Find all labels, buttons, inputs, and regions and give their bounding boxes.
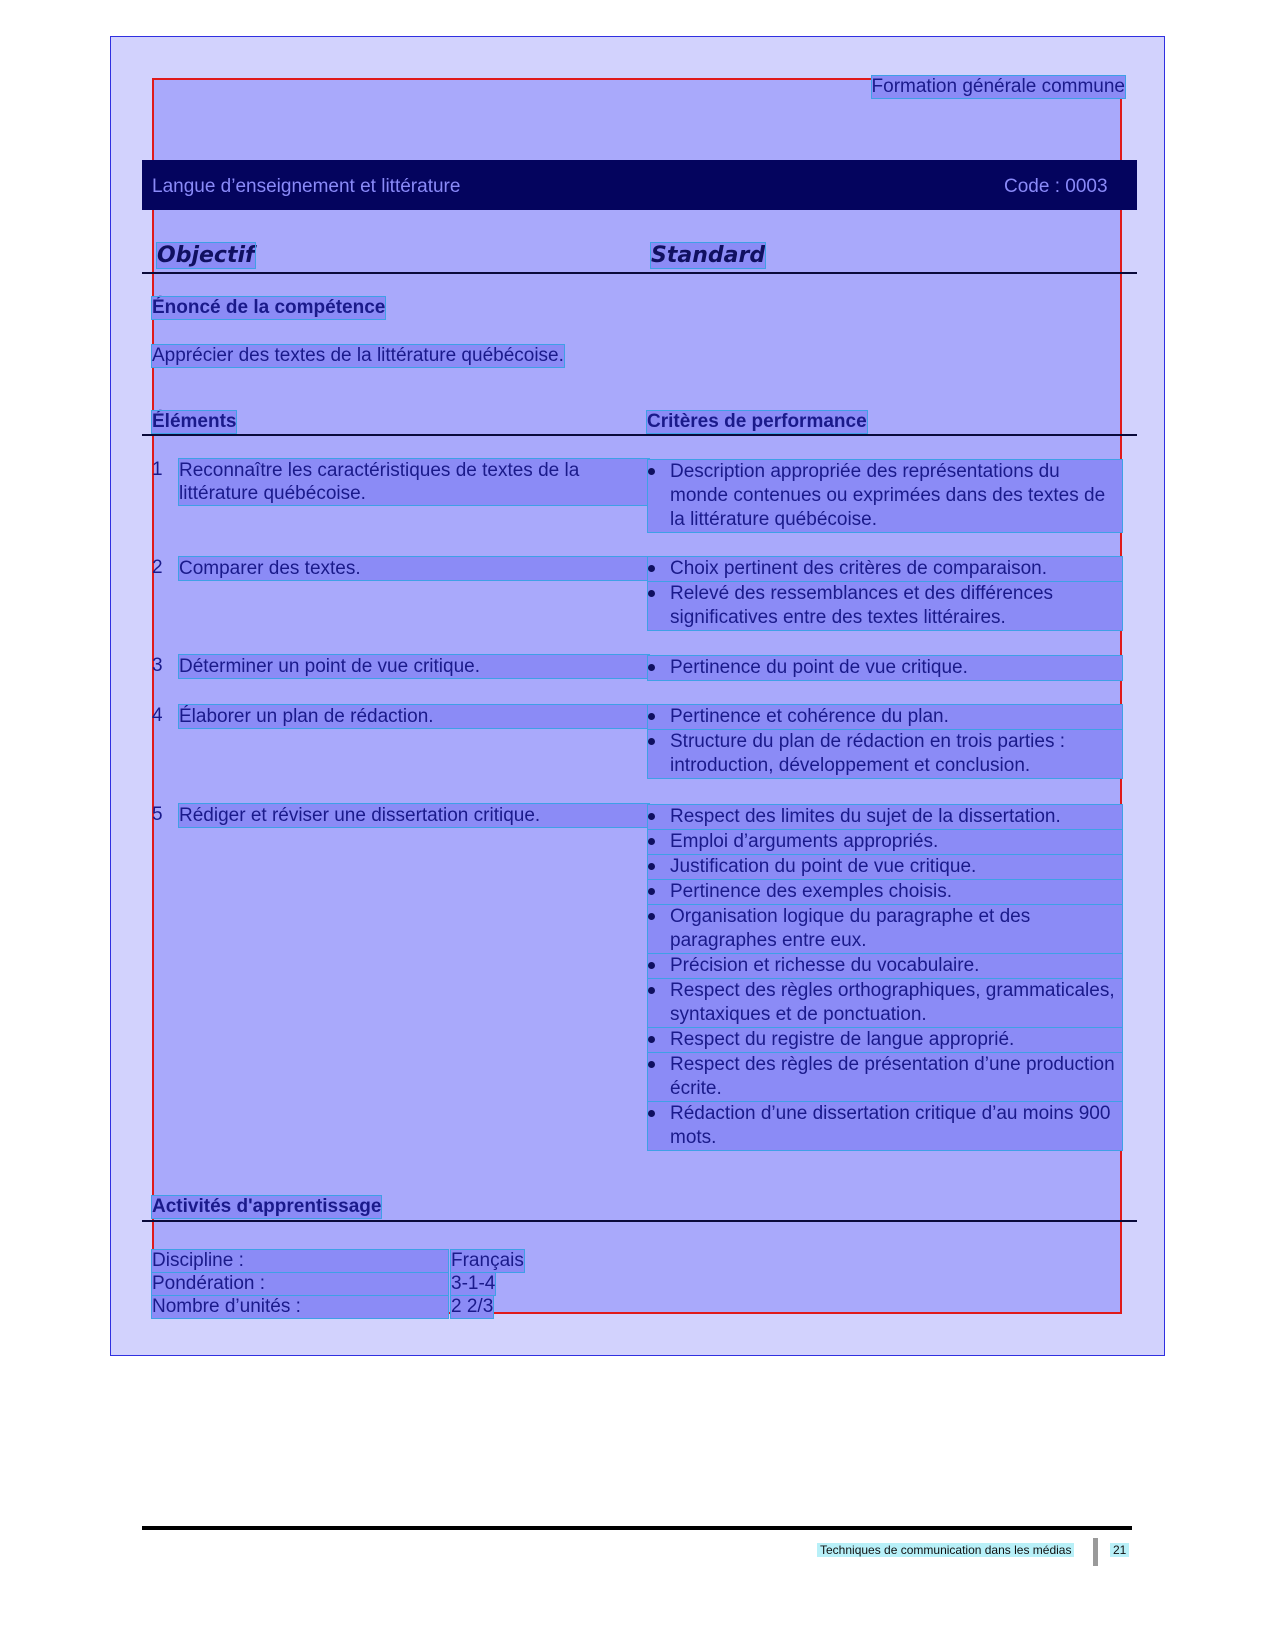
- element-number: 2: [152, 557, 163, 578]
- criteria-list: [648, 557, 1122, 631]
- list-item: Justification du point de vue critique.: [648, 855, 1122, 879]
- bullet-icon: [648, 1110, 655, 1117]
- element-text: Reconnaître les caractéristiques de textes de la littérature québécoise.: [179, 459, 649, 505]
- criteria-list: [648, 805, 1122, 1151]
- bullet-icon: [648, 888, 655, 895]
- list-item: Respect des limites du sujet de la dissertation.: [648, 805, 1122, 829]
- bullet-icon: [648, 565, 655, 572]
- list-item: Choix pertinent des critères de comparaison.: [648, 557, 1122, 581]
- discipline-label: Discipline :: [152, 1250, 448, 1272]
- list-item: Respect du registre de langue approprié.: [648, 1028, 1122, 1052]
- page-number: 21: [1110, 1543, 1129, 1557]
- competence-heading: Énoncé de la compétence: [152, 297, 386, 318]
- standard-heading: Standard: [651, 243, 766, 268]
- bullet-icon: [648, 468, 655, 475]
- course-code: Code : 0003: [1004, 176, 1108, 197]
- competence-statement: Apprécier des textes de la littérature québécoise.: [152, 345, 564, 366]
- list-item: Description appropriée des représentations du monde contenues ou exprimées dans des textes de la littérature québécoise.: [648, 460, 1122, 532]
- element-number: 4: [152, 705, 163, 726]
- bullet-icon: [648, 962, 655, 969]
- criteria-list: [648, 705, 1122, 779]
- activities-heading: Activités d'apprentissage: [152, 1196, 382, 1217]
- list-item: Respect des règles orthographiques, grammaticales, syntaxiques et de ponctuation.: [648, 979, 1122, 1027]
- element-text: Déterminer un point de vue critique.: [179, 655, 649, 678]
- bullet-icon: [648, 987, 655, 994]
- criteria-list: [648, 460, 1122, 533]
- course-title: Langue d’enseignement et littérature: [152, 176, 461, 197]
- element-number: 3: [152, 655, 163, 676]
- elements-heading: Éléments: [152, 411, 237, 432]
- list-item: Précision et richesse du vocabulaire.: [648, 954, 1122, 978]
- divider: [142, 1220, 1137, 1222]
- element-number: 1: [152, 459, 163, 480]
- units-label: Nombre d’unités :: [152, 1296, 448, 1318]
- list-item: Respect des règles de présentation d’une production écrite.: [648, 1053, 1122, 1101]
- list-item: Rédaction d’une dissertation critique d’au moins 900 mots.: [648, 1102, 1122, 1150]
- bullet-icon: [648, 913, 655, 920]
- criteria-list: [648, 656, 1122, 681]
- divider: [142, 434, 1137, 436]
- footer-separator: [1093, 1538, 1098, 1566]
- element-number: 5: [152, 804, 163, 825]
- element-text: Élaborer un plan de rédaction.: [179, 705, 649, 728]
- bullet-icon: [648, 863, 655, 870]
- footer-program-name: Techniques de communication dans les médias: [817, 1543, 1074, 1557]
- bullet-icon: [648, 1061, 655, 1068]
- list-item: Emploi d’arguments appropriés.: [648, 830, 1122, 854]
- weighting-label: Pondération :: [152, 1273, 448, 1295]
- bullet-icon: [648, 838, 655, 845]
- objective-heading: Objectif: [157, 243, 255, 268]
- list-item: Structure du plan de rédaction en trois parties : introduction, développement et conclusion.: [648, 730, 1122, 778]
- units-value: 2 2/3: [451, 1296, 494, 1317]
- program-label: Formation générale commune: [871, 76, 1125, 97]
- bullet-icon: [648, 1036, 655, 1043]
- list-item: Pertinence du point de vue critique.: [648, 656, 1122, 680]
- weighting-value: 3-1-4: [451, 1273, 496, 1294]
- bullet-icon: [648, 813, 655, 820]
- bullet-icon: [648, 664, 655, 671]
- element-text: Rédiger et réviser une dissertation critique.: [179, 804, 649, 827]
- bullet-icon: [648, 738, 655, 745]
- list-item: Pertinence des exemples choisis.: [648, 880, 1122, 904]
- element-text: Comparer des textes.: [179, 557, 649, 580]
- discipline-value: Français: [451, 1250, 524, 1271]
- list-item: Pertinence et cohérence du plan.: [648, 705, 1122, 729]
- list-item: Organisation logique du paragraphe et des paragraphes entre eux.: [648, 905, 1122, 953]
- divider: [142, 272, 1137, 274]
- list-item: Relevé des ressemblances et des différences significatives entre des textes littéraires.: [648, 582, 1122, 630]
- footer-divider: [142, 1526, 1132, 1530]
- bullet-icon: [648, 590, 655, 597]
- criteria-heading: Critères de performance: [647, 411, 867, 432]
- bullet-icon: [648, 713, 655, 720]
